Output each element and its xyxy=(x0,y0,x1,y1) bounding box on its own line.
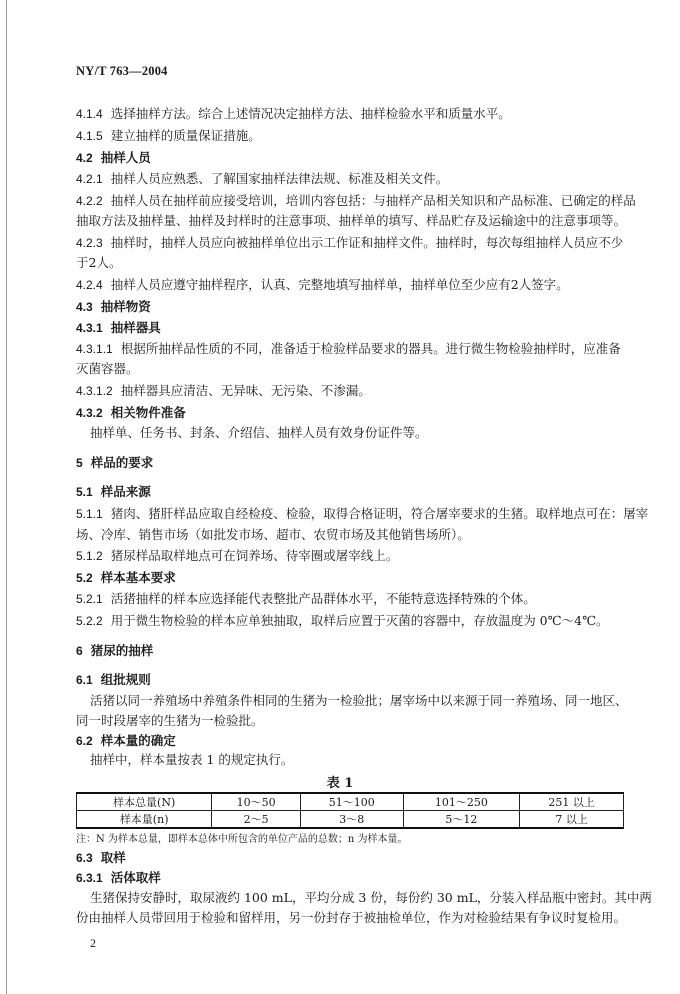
heading-6-3-1 xyxy=(76,870,161,886)
clause-text: 选择抽样方法。综合上述情况决定抽样方法、抽样检验水平和质量水平。 xyxy=(110,106,511,121)
clause-text: 场、冷库、销售市场（如批发市场、超市、农贸市场及其他销售场所）。 xyxy=(76,527,470,542)
clause-text: 活猪抽样的样本应选择能代表整批产品群体水平，不能特意选择特殊的个体。 xyxy=(110,591,536,606)
table-cell: 251 以上 xyxy=(520,793,624,811)
clause-4-3-1-2 xyxy=(76,383,371,399)
clause-text: 抽样中，样本量按表 1 的规定执行。 xyxy=(90,752,294,767)
clause-6-2-body xyxy=(90,752,293,768)
scan-edge xyxy=(6,0,7,994)
heading-text: 活体取样 xyxy=(110,870,161,885)
clause-number: 5.1.1 xyxy=(76,507,103,521)
clause-text: 抽样器具应清洁、无异味、无污染、不渗漏。 xyxy=(120,383,371,398)
table-cell: 3～8 xyxy=(300,811,403,829)
clause-text: 抽样单、任务书、封条、介绍信、抽样人员有效身份证件等。 xyxy=(90,425,428,440)
clause-text: 根据所抽样品性质的不同，准备适于检验样品要求的器具。进行微生物检验抽样时，应准备 xyxy=(120,341,621,356)
clause-number: 4.2.2 xyxy=(76,194,103,208)
heading-text: 样本量的确定 xyxy=(100,733,176,748)
table-cell: 51～100 xyxy=(300,793,403,811)
clause-4-3-2-body xyxy=(90,425,428,441)
clause-5-1-1-cont xyxy=(76,527,470,543)
heading-text: 抽样器具 xyxy=(110,320,161,335)
heading-text: 样品来源 xyxy=(100,484,151,499)
clause-text: 猪肉、猪肝样品应取自经检疫、检验，取得合格证明，符合屠宰要求的生猪。取样地点可在：屠宰 xyxy=(110,506,649,521)
clause-6-1-body xyxy=(90,693,628,709)
clause-4-2-4 xyxy=(76,277,569,293)
heading-5 xyxy=(76,455,153,471)
clause-number: 4.3 xyxy=(76,300,93,314)
clause-number: 4.3.1.2 xyxy=(76,384,113,398)
heading-text: 样品的要求 xyxy=(90,455,154,470)
table-cell: 10～50 xyxy=(212,793,301,811)
heading-5-1 xyxy=(76,484,151,500)
table-row xyxy=(77,811,624,829)
clause-text: 抽取方法及抽样量、抽样及封样时的注意事项、抽样单的填写、样品贮存及运输途中的注意事项等。 xyxy=(76,213,627,228)
clause-text: 灭菌容器。 xyxy=(76,361,139,376)
clause-number: 4.1.5 xyxy=(76,129,103,143)
clause-4-1-4 xyxy=(76,106,511,122)
heading-text: 抽样物资 xyxy=(100,299,151,314)
clause-4-2-2-cont xyxy=(76,213,626,229)
clause-4-2-1 xyxy=(76,171,448,187)
table-row xyxy=(77,793,624,811)
clause-text: 活猪以同一养殖场中养殖条件相同的生猪为一检验批；屠宰场中以来源于同一养殖场、同一地区、 xyxy=(90,693,628,708)
clause-text: 用于微生物检验的样本应单独抽取，取样后应置于灭菌的容器中，存放温度为 0℃～4℃。 xyxy=(110,613,609,628)
clause-number: 4.3.2 xyxy=(76,406,103,420)
clause-text: 抽样人员应遵守抽样程序，认真、完整地填写抽样单，抽样单位至少应有2人签字。 xyxy=(110,277,569,292)
heading-4-3-2 xyxy=(76,405,186,421)
clause-text: 生猪保持安静时，取尿液约 100 mL，平均分成 3 份，每份约 30 mL，分装入样品瓶中密封。其中两 xyxy=(90,890,652,905)
clause-number: 6.3.1 xyxy=(76,871,103,885)
clause-number: 4.2 xyxy=(76,151,93,165)
table-cell: 样本总量(N) xyxy=(77,793,212,811)
heading-6-1 xyxy=(76,672,151,688)
clause-text: 份由抽样人员带回用于检验和留样用，另一份封存于被抽检单位，作为对检验结果有争议时复检用。 xyxy=(76,910,627,925)
heading-6-3 xyxy=(76,850,126,866)
table-cell: 101～250 xyxy=(403,793,520,811)
clause-text: 于2人。 xyxy=(76,255,122,270)
clause-6-3-1-body xyxy=(90,890,652,906)
clause-4-3-1-1 xyxy=(76,341,621,357)
table-note: 注：N 为样本总量，即样本总体中所包含的单位产品的总数；n 为样本量。 xyxy=(76,834,408,845)
clause-number: 4.3.1 xyxy=(76,321,103,335)
clause-number: 5.1 xyxy=(76,485,93,499)
clause-4-2-3-cont xyxy=(76,255,121,271)
clause-number: 5.1.2 xyxy=(76,549,103,563)
heading-4-3 xyxy=(76,299,151,315)
clause-number: 5 xyxy=(76,456,83,470)
clause-number: 5.2.1 xyxy=(76,592,103,606)
clause-number: 5.2 xyxy=(76,571,93,585)
clause-number: 5.2.2 xyxy=(76,614,103,628)
clause-4-2-3 xyxy=(76,235,623,251)
clause-number: 4.3.1.1 xyxy=(76,342,113,356)
heading-text: 样本基本要求 xyxy=(100,570,176,585)
clause-text: 猪尿样品取样地点可在饲养场、待宰圈或屠宰线上。 xyxy=(110,548,399,563)
sample-size-table xyxy=(76,792,624,829)
clause-text: 抽样人员应熟悉、了解国家抽样法律法规、标准及相关文件。 xyxy=(110,171,449,186)
table-cell: 5～12 xyxy=(403,811,520,829)
clause-text: 抽样时，抽样人员应向被抽样单位出示工作证和抽样文件。抽样时，每次每组抽样人员应不少 xyxy=(110,235,624,250)
clause-4-1-5 xyxy=(76,128,261,144)
table-cell: 样本量(n) xyxy=(77,811,212,829)
clause-5-1-2 xyxy=(76,548,398,564)
clause-number: 4.1.4 xyxy=(76,107,103,121)
clause-5-1-1 xyxy=(76,506,648,522)
heading-text: 抽样人员 xyxy=(100,150,151,165)
clause-6-3-1-body-cont xyxy=(76,910,626,926)
clause-number: 4.2.4 xyxy=(76,278,103,292)
clause-4-2-2 xyxy=(76,193,636,209)
clause-number: 4.2.3 xyxy=(76,236,103,250)
clause-number: 6 xyxy=(76,644,83,658)
heading-text: 猪尿的抽样 xyxy=(90,643,154,658)
heading-4-2 xyxy=(76,150,151,166)
page-number: 2 xyxy=(90,936,96,950)
heading-text: 相关物件准备 xyxy=(110,405,186,420)
clause-number: 6.1 xyxy=(76,673,93,687)
clause-6-1-body-cont xyxy=(76,713,264,729)
clause-4-3-1-1-cont xyxy=(76,361,139,377)
heading-5-2 xyxy=(76,570,176,586)
table-cell: 2～5 xyxy=(212,811,301,829)
clause-number: 6.2 xyxy=(76,734,93,748)
clause-number: 6.3 xyxy=(76,851,93,865)
clause-5-2-2 xyxy=(76,613,609,629)
clause-text: 同一时段屠宰的生猪为一检验批。 xyxy=(76,713,264,728)
table-caption: 表 1 xyxy=(326,776,354,791)
clause-text: 抽样人员在抽样前应接受培训，培训内容包括：与抽样产品相关知识和产品标准、已确定的样品 xyxy=(110,193,636,208)
heading-6 xyxy=(76,643,153,659)
standard-code: NY/T 763—2004 xyxy=(76,64,168,78)
table-cell: 7 以上 xyxy=(520,811,624,829)
clause-number: 4.2.1 xyxy=(76,172,103,186)
heading-6-2 xyxy=(76,733,176,749)
heading-text: 取样 xyxy=(100,850,126,865)
clause-text: 建立抽样的质量保证措施。 xyxy=(110,128,261,143)
clause-5-2-1 xyxy=(76,591,536,607)
heading-text: 组批规则 xyxy=(100,672,151,687)
heading-4-3-1 xyxy=(76,320,161,336)
